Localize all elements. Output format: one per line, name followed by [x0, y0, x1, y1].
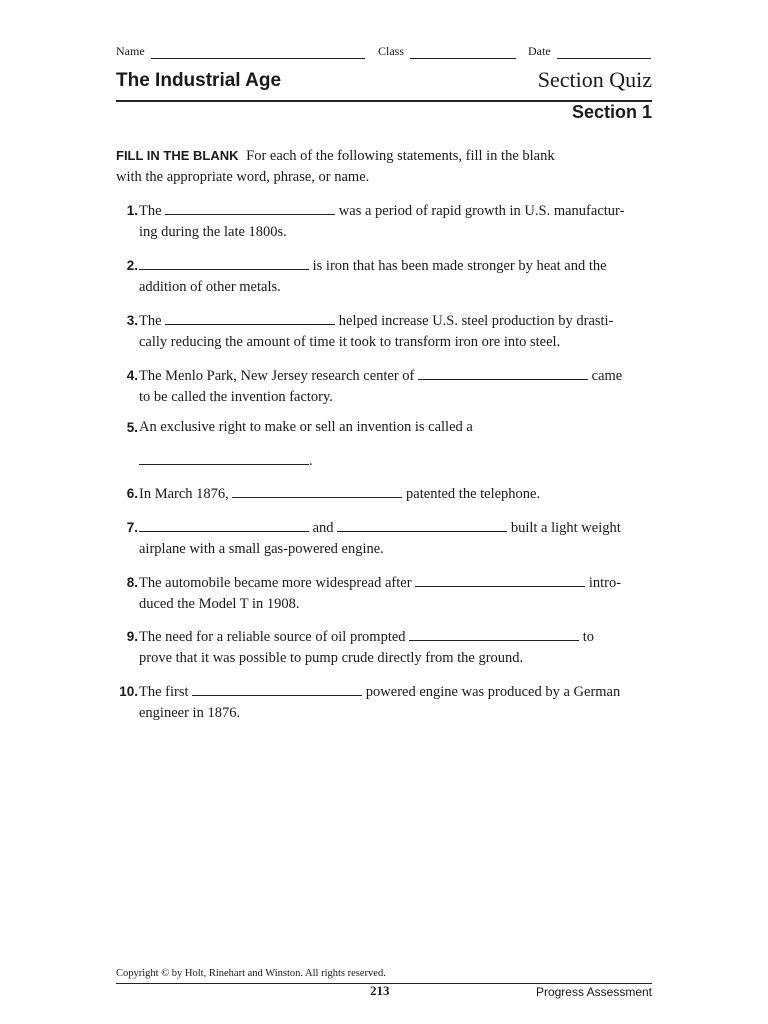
question-text: The Menlo Park, New Jersey research center of: [139, 368, 415, 384]
question-text: ing during the late 1800s.: [139, 224, 287, 240]
answer-blank[interactable]: [139, 255, 309, 270]
question-text: came: [591, 368, 623, 384]
question-10: [116, 681, 652, 724]
answer-blank[interactable]: [139, 450, 309, 465]
header-fields: [116, 44, 652, 62]
question-text: addition of other metals.: [139, 279, 281, 295]
page-number: 213: [370, 983, 390, 998]
question-text: The automobile became more widespread after: [139, 575, 412, 591]
question-number: 7.: [126, 520, 138, 535]
answer-blank[interactable]: [337, 517, 507, 532]
footer-label: Progress Assessment: [535, 985, 652, 999]
question-number: 9.: [126, 629, 138, 644]
title-row: [116, 68, 652, 102]
copyright-notice: Copyright © by Holt, Rinehart and Winston. All rights reserved.: [116, 968, 386, 979]
date-field: [528, 44, 651, 59]
date-label: Date: [528, 44, 551, 58]
question-number: 5.: [126, 420, 138, 435]
question-text: is iron that has been made stronger by heat and the: [312, 258, 607, 274]
question-2: [116, 255, 652, 298]
question-4: [116, 365, 652, 408]
name-field: [116, 44, 365, 59]
question-text: An exclusive right to make or sell an invention is called a: [139, 419, 473, 435]
question-number: 3.: [126, 313, 138, 328]
question-7: [116, 517, 652, 560]
question-number: 2.: [126, 258, 138, 273]
question-text: and: [312, 520, 334, 536]
name-blank[interactable]: [151, 46, 365, 59]
answer-blank[interactable]: [139, 517, 309, 532]
question-text: intro-: [588, 575, 622, 591]
question-text: The: [139, 313, 162, 329]
instructions-text: For each of the following statements, fill in the blank with the appropriate word, phrase, or name.: [116, 148, 555, 185]
question-text: engineer in 1876.: [139, 705, 241, 721]
question-text: prove that it was possible to pump crude directly from the ground.: [139, 650, 524, 666]
question-text: The need for a reliable source of oil prompted: [139, 629, 406, 645]
question-text: .: [309, 453, 313, 469]
answer-blank[interactable]: [418, 365, 588, 380]
quiz-label: Section Quiz: [537, 67, 652, 92]
question-number: 1.: [126, 203, 138, 218]
question-number: 4.: [126, 368, 138, 383]
question-number: 6.: [126, 486, 138, 501]
question-text: built a light weight: [510, 520, 621, 536]
question-6: [116, 483, 652, 505]
question-text: airplane with a small gas-powered engine.: [139, 541, 384, 557]
answer-blank[interactable]: [165, 310, 335, 325]
question-text: was a period of rapid growth in U.S. manufactur-: [338, 203, 625, 219]
question-text: cally reducing the amount of time it took to transform iron ore into steel.: [139, 334, 561, 350]
question-9: [116, 626, 652, 669]
question-number: 10.: [119, 684, 138, 699]
question-text: duced the Model T in 1908.: [139, 596, 300, 612]
answer-blank[interactable]: [232, 483, 402, 498]
date-blank[interactable]: [557, 46, 651, 59]
question-text: to be called the invention factory.: [139, 389, 333, 405]
answer-blank[interactable]: [409, 626, 579, 641]
page-title: The Industrial Age: [116, 70, 282, 91]
class-blank[interactable]: [410, 46, 516, 59]
question-text: In March 1876,: [139, 486, 229, 502]
answer-blank[interactable]: [192, 681, 362, 696]
question-1: [116, 200, 652, 243]
answer-blank[interactable]: [165, 200, 335, 215]
question-text: patented the telephone.: [406, 486, 541, 502]
instructions-heading: FILL IN THE BLANK: [116, 148, 239, 163]
instructions: [116, 145, 556, 188]
question-text: The first: [139, 684, 189, 700]
question-3: [116, 310, 652, 353]
question-text: helped increase U.S. steel production by drasti-: [338, 313, 614, 329]
question-text: to: [582, 629, 595, 645]
section-label: Section 1: [571, 102, 652, 122]
question-5: [116, 417, 652, 472]
name-label: Name: [116, 44, 145, 58]
question-number: 8.: [126, 575, 138, 590]
question-text: The: [139, 203, 162, 219]
question-8: [116, 572, 652, 615]
question-text: powered engine was produced by a German: [365, 684, 621, 700]
answer-blank[interactable]: [415, 572, 585, 587]
class-label: Class: [378, 44, 405, 58]
class-field: [378, 44, 516, 59]
